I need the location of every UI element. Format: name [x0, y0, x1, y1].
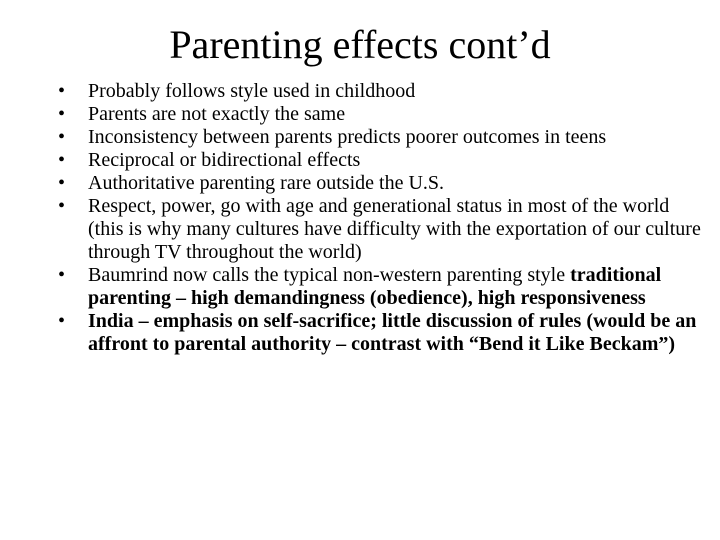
bullet-text: Respect, power, go with age and generational status in most of the world (this is why many cultures have difficulty with the exportation of our culture through TV throughout the world) [88, 195, 701, 263]
bullet-item [58, 149, 703, 172]
bullet-marker: • [58, 80, 66, 102]
bullet-text: Inconsistency between parents predicts poorer outcomes in teens [88, 126, 607, 148]
bullet-marker: • [58, 310, 66, 332]
bullet-item [58, 103, 703, 126]
bullet-text: Authoritative parenting rare outside the U.S. [88, 172, 445, 194]
bullet-item [58, 126, 703, 149]
bullet-text: Reciprocal or bidirectional effects [88, 149, 361, 171]
bullet-item [58, 264, 703, 310]
bullet-list [58, 80, 703, 356]
bullet-marker: • [58, 103, 66, 125]
bullet-text: Baumrind now calls the typical non-western parenting style [88, 264, 566, 286]
bullet-item [58, 310, 703, 356]
bullet-item [58, 172, 703, 195]
bullet-marker: • [58, 126, 66, 148]
bullet-item [58, 80, 703, 103]
bullet-item [58, 195, 703, 264]
bullet-marker: • [58, 195, 66, 217]
bullet-marker: • [58, 149, 66, 171]
bullet-marker: • [58, 172, 66, 194]
slide-title: Parenting effects cont’d [169, 22, 551, 67]
bullet-text: Parents are not exactly the same [88, 103, 346, 125]
bullet-text: Probably follows style used in childhood [88, 80, 416, 102]
bullet-text-bold: traditional parenting – high demandingness (obedience), high responsiveness [88, 264, 662, 309]
bullet-text-bold: India – emphasis on self-sacrifice; little discussion of rules (would be an affront to parental authority – contrast with “Bend it Like Beckam”) [88, 310, 697, 355]
bullet-marker: • [58, 264, 66, 286]
